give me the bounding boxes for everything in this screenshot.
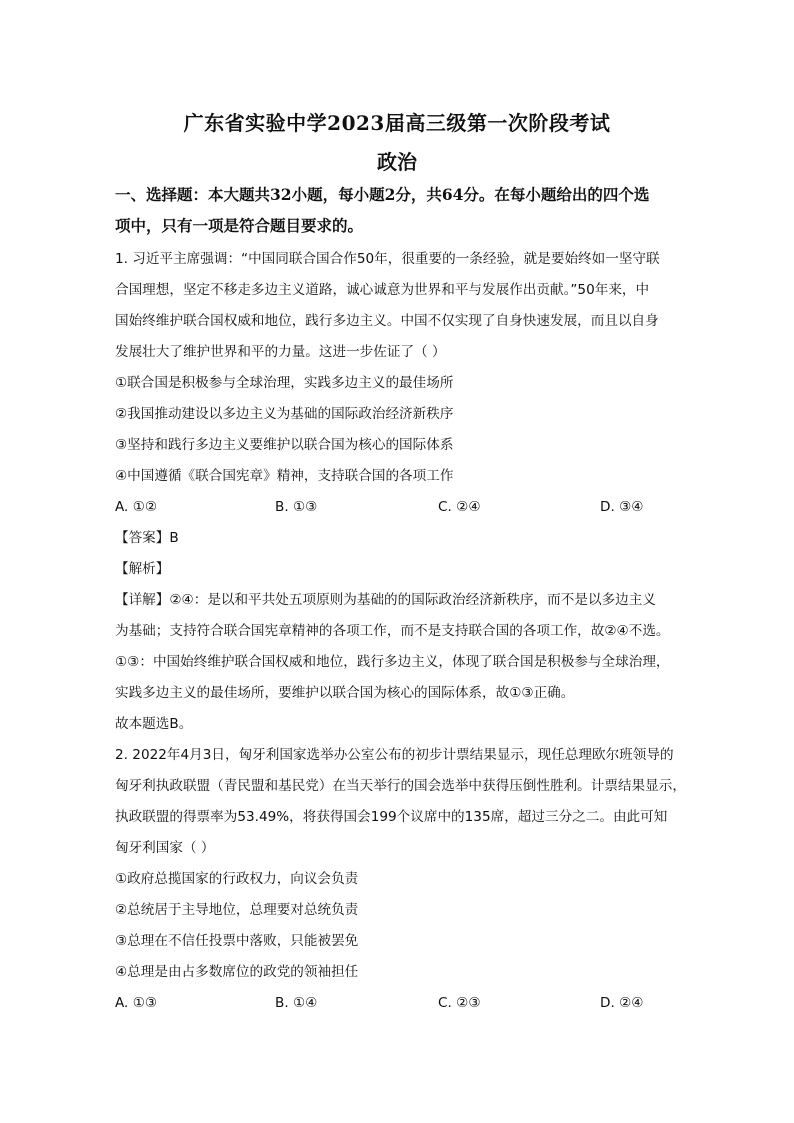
q1-item-2: ②我国推动建设以多边主义为基础的国际政治经济新秩序 (115, 406, 454, 422)
q1-option-b: B. ①③ (275, 499, 318, 515)
q1-stem-line-3: 国始终维护联合国权威和地位，践行多边主义。中国不仅实现了自身快速发展，而且以自身 (115, 313, 659, 329)
q2-item-2: ②总统居于主导地位，总理要对总统负责 (115, 902, 359, 918)
q2-option-d: D. ②④ (600, 995, 644, 1011)
q2-option-c: C. ②③ (438, 995, 481, 1011)
q1-item-1: ①联合国是积极参与全球治理，实践多边主义的最佳场所 (115, 375, 454, 391)
q2-stem-line-4: 匈牙利国家（ ） (115, 840, 215, 856)
q1-detail-line-2: 为基础；支持符合联合国宪章精神的各项工作，而不是支持联合国的各项工作，故②④不选。 (115, 623, 670, 639)
q1-stem-line-2: 合国理想，坚定不移走多边主义道路，诚心诚意为世界和平与发展作出贡献。”50年来，中 (115, 282, 650, 298)
q2-stem-line-3: 执政联盟的得票率为53.49%，将获得国会199个议席中的135席，超过三分之二。由此可知 (115, 809, 668, 825)
q1-stem-line-4: 发展壮大了维护世界和平的力量。这进一步佐证了（ ） (115, 344, 446, 360)
q1-analysis-label: 【解析】 (115, 561, 170, 577)
q2-stem-line-1: 2. 2022年4月3日，匈牙利国家选举办公室公布的初步计票结果显示，现任总理欧尔班领导的 (115, 747, 674, 763)
subject-title: 政治 (377, 150, 417, 174)
q2-item-4: ④总理是由占多数席位的政党的领袖担任 (115, 964, 359, 980)
q1-option-c: C. ②④ (438, 499, 481, 515)
q2-item-3: ③总理在不信任投票中落败，只能被罢免 (115, 933, 359, 949)
q1-item-3: ③坚持和践行多边主义要维护以联合国为核心的国际体系 (115, 437, 454, 453)
q1-stem-line-1: 1. 习近平主席强调：“中国同联合国合作50年，很重要的一条经验，就是要始终如一坚守联 (115, 251, 660, 267)
q1-detail-line-3: ①③：中国始终维护联合国权威和地位，践行多边主义，体现了联合国是积极参与全球治理， (115, 654, 670, 670)
q2-option-b: B. ①④ (275, 995, 318, 1011)
section-heading-line-2: 项中，只有一项是符合题目要求的。 (115, 216, 364, 235)
q1-detail-line-5: 故本题选B。 (115, 716, 193, 732)
q1-answer: 【答案】B (115, 530, 179, 546)
exam-title: 广东省实验中学2023届高三级第一次阶段考试 (183, 111, 611, 135)
q2-option-a: A. ①③ (115, 995, 158, 1011)
q1-option-d: D. ③④ (600, 499, 644, 515)
q1-item-4: ④中国遵循《联合国宪章》精神，支持联合国的各项工作 (115, 468, 454, 484)
q1-detail-line-4: 实践多边主义的最佳场所，要维护以联合国为核心的国际体系，故①③正确。 (115, 685, 575, 701)
q2-item-1: ①政府总揽国家的行政权力，向议会负责 (115, 871, 359, 887)
q2-stem-line-2: 匈牙利执政联盟（青民盟和基民党）在当天举行的国会选举中获得压倒性胜利。计票结果显示， (115, 778, 686, 794)
section-heading-line-1: 一、选择题：本大题共32小题，每小题2分，共64分。在每小题给出的四个选 (115, 185, 650, 204)
q1-detail-line-1: 【详解】②④：是以和平共处五项原则为基础的的国际政治经济新秩序，而不是以多边主义 (115, 592, 656, 608)
q1-option-a: A. ①② (115, 499, 158, 515)
